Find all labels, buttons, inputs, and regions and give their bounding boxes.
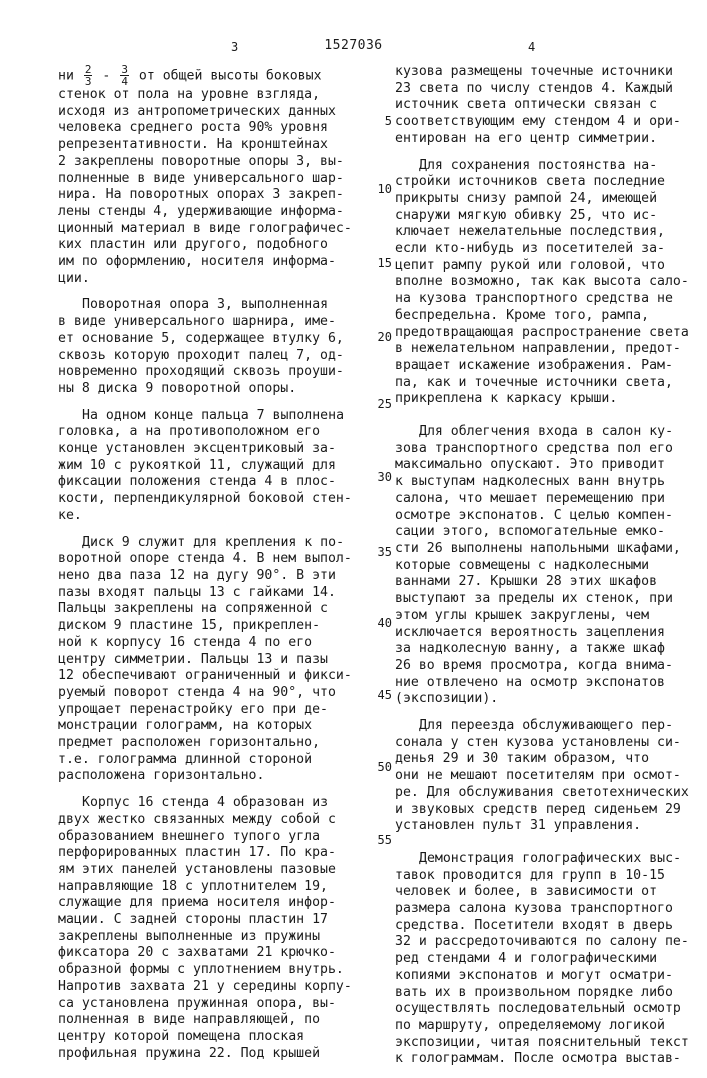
page-number-right: 4 [528, 40, 535, 54]
document-number: 1527036 [0, 38, 707, 53]
page-number-left: 3 [231, 40, 238, 54]
line-number: 15 [368, 256, 392, 270]
line-number: 20 [368, 330, 392, 344]
fraction-numerator: 2 [84, 64, 93, 76]
minus-sign: - [102, 69, 110, 84]
line-number: 45 [368, 688, 392, 702]
fraction-two-thirds [84, 64, 93, 87]
fraction-three-quarters [120, 64, 129, 87]
left-column [58, 64, 358, 1072]
right-paragraph-1: кузова размещены точечные источники 23 света по числу стендов 4. Каждый источник света оптически связан с соответствующим ему стендом 4 и ори- ентирован на его центр симметрии. [395, 64, 693, 148]
left-paragraph-4: Диск 9 служит для крепления к по- воротной опоре стенда 4. В нем выпол- нено два паза 12 на дугу 90°. В эти пазы входят пальцы 13 с гайками 14. Пальцы закреплены на сопряженной с диском 9 пластине 15, прикреплен- ной к корпусу 16 стенда 4 по его центру симметрии. Пальцы 13 и пазы 12 обеспечивают ограниченный и фикси- руемый поворот стенда 4 на 90°, что упрощает перенастройку его при де- монстрации голограмм, на которых предмет расположен горизонтально, т.е. голограмма длинной стороной расположена горизонтально. [58, 535, 358, 786]
line-number: 10 [368, 182, 392, 196]
left-paragraph-1 [58, 64, 358, 287]
line-number: 55 [368, 833, 392, 847]
right-paragraph-3: Для облегчения входа в салон ку- зова транспортного средства пол его максимально опускают. Это приводит к выступам надколесных ванн внутрь салона, что мешает перемещению при осмотре экспонатов. С целью компен- сации этого, вспомогательные емко- сти 26 выполнены напольными шкафами, которые совмещены с надколесными ваннами 27. Крышки 28 этих шкафов выступают за пределы их стенок, при этом углы крышек закруглены, чем исключается вероятность зацепления за надколесную ванну, а также шкаф 26 во время просмотра, когда внима- ние отвлечено на осмотр экспонатов (экспозиции). [395, 424, 693, 708]
line-number: 30 [368, 470, 392, 484]
right-paragraph-2: Для сохранения постоянства на- стройки источников света последние прикрыты снизу рампой 24, имеющей снаружи мягкую обивку 25, что ис- ключает нежелательные последствия, если кто-нибудь из посетителей за- цепит рампу рукой или головой, что вполне возможно, так как высота сало- на кузова транспортного средства не беспредельна. Кроме того, рампа, предотвращающая распространение света в нежелательном направлении, предот- вращает искажение изображения. Рам- па, как и точечные источники света, прикреплена к каркасу крыши. [395, 158, 693, 409]
right-paragraph-4: Для переезда обслуживающего пер- сонала у стен кузова установлены си- денья 29 и 30 таким образом, что они не мешают посетителям при осмот- ре. Для обслуживания светотехнических и звуковых средств перед сиденьем 29 установлен пульт 31 управления. [395, 718, 693, 835]
left-paragraph-2: Поворотная опора 3, выполненная в виде универсального шарнира, име- ет основание 5, содержащее втулку 6, сквозь которую проходит палец 7, од- новременно проходящий сквозь проуши- ны 8 диска 9 поворотной опоры. [58, 297, 358, 397]
line-number: 25 [368, 397, 392, 411]
fraction-numerator: 3 [120, 64, 129, 76]
line-number: 40 [368, 616, 392, 630]
text-fragment: от общей высоты боковых стенок от пола на уровне взгляда, исходя из антропометрических данных человека среднего роста 90% уровня репрезентативности. На кронштейнах 2 закреплены поворотные опоры 3, вы- полненные в виде универсального шар- нира. На поворотных опорах 3 закреп- лены стенды 4, удерживающие информа- ционный материал в виде голографичес- ких пластин или другого, подобного им по оформлению, носителя информа- ции. [58, 69, 352, 286]
fraction-denominator: 4 [120, 76, 129, 87]
line-number: 5 [368, 114, 392, 128]
right-column [395, 64, 693, 1078]
line-number: 35 [368, 545, 392, 559]
left-paragraph-3: На одном конце пальца 7 выполнена головка, а на противоположном его конце установлен эксцентриковый за- жим 10 с рукояткой 11, служащий для фиксации положения стенда 4 в плос- кости, перпендикулярной боковой стен- ке. [58, 408, 358, 525]
right-paragraph-5: Демонстрация голографических выс- тавок проводится для групп в 10-15 человек и более, в зависимости от размера салона кузова транспортного средства. Посетители входят в дверь 32 и рассредоточиваются по салону пе- ред стендами 4 и голографическими копиями экспонатов и могут осматри- вать их в произвольном порядке либо осуществлять последовательный осмотр по маршруту, определяемому логикой экспозиции, читая пояснительный текст к голограммам. После осмотра выстав- [395, 851, 693, 1068]
line-number: 50 [368, 760, 392, 774]
text-fragment: ни [58, 69, 74, 84]
fraction-denominator: 3 [84, 76, 93, 87]
left-paragraph-5: Корпус 16 стенда 4 образован из двух жестко связанных между собой с образованием внешнего тупого угла перфорированных пластин 17. По кра- ям этих панелей установлены пазовые направляющие 18 с уплотнителем 19, служащие для приема носителя инфор- мации. С задней стороны пластин 17 закреплены выполненные из пружины фиксатора 20 с захватами 21 крючко- образной формы с уплотнением внутрь. Напротив захвата 21 у середины корпу- са установлена пружинная опора, вы- полненная в виде направляющей, по центру которой помещена плоская профильная пружина 22. Под крышей [58, 795, 358, 1062]
